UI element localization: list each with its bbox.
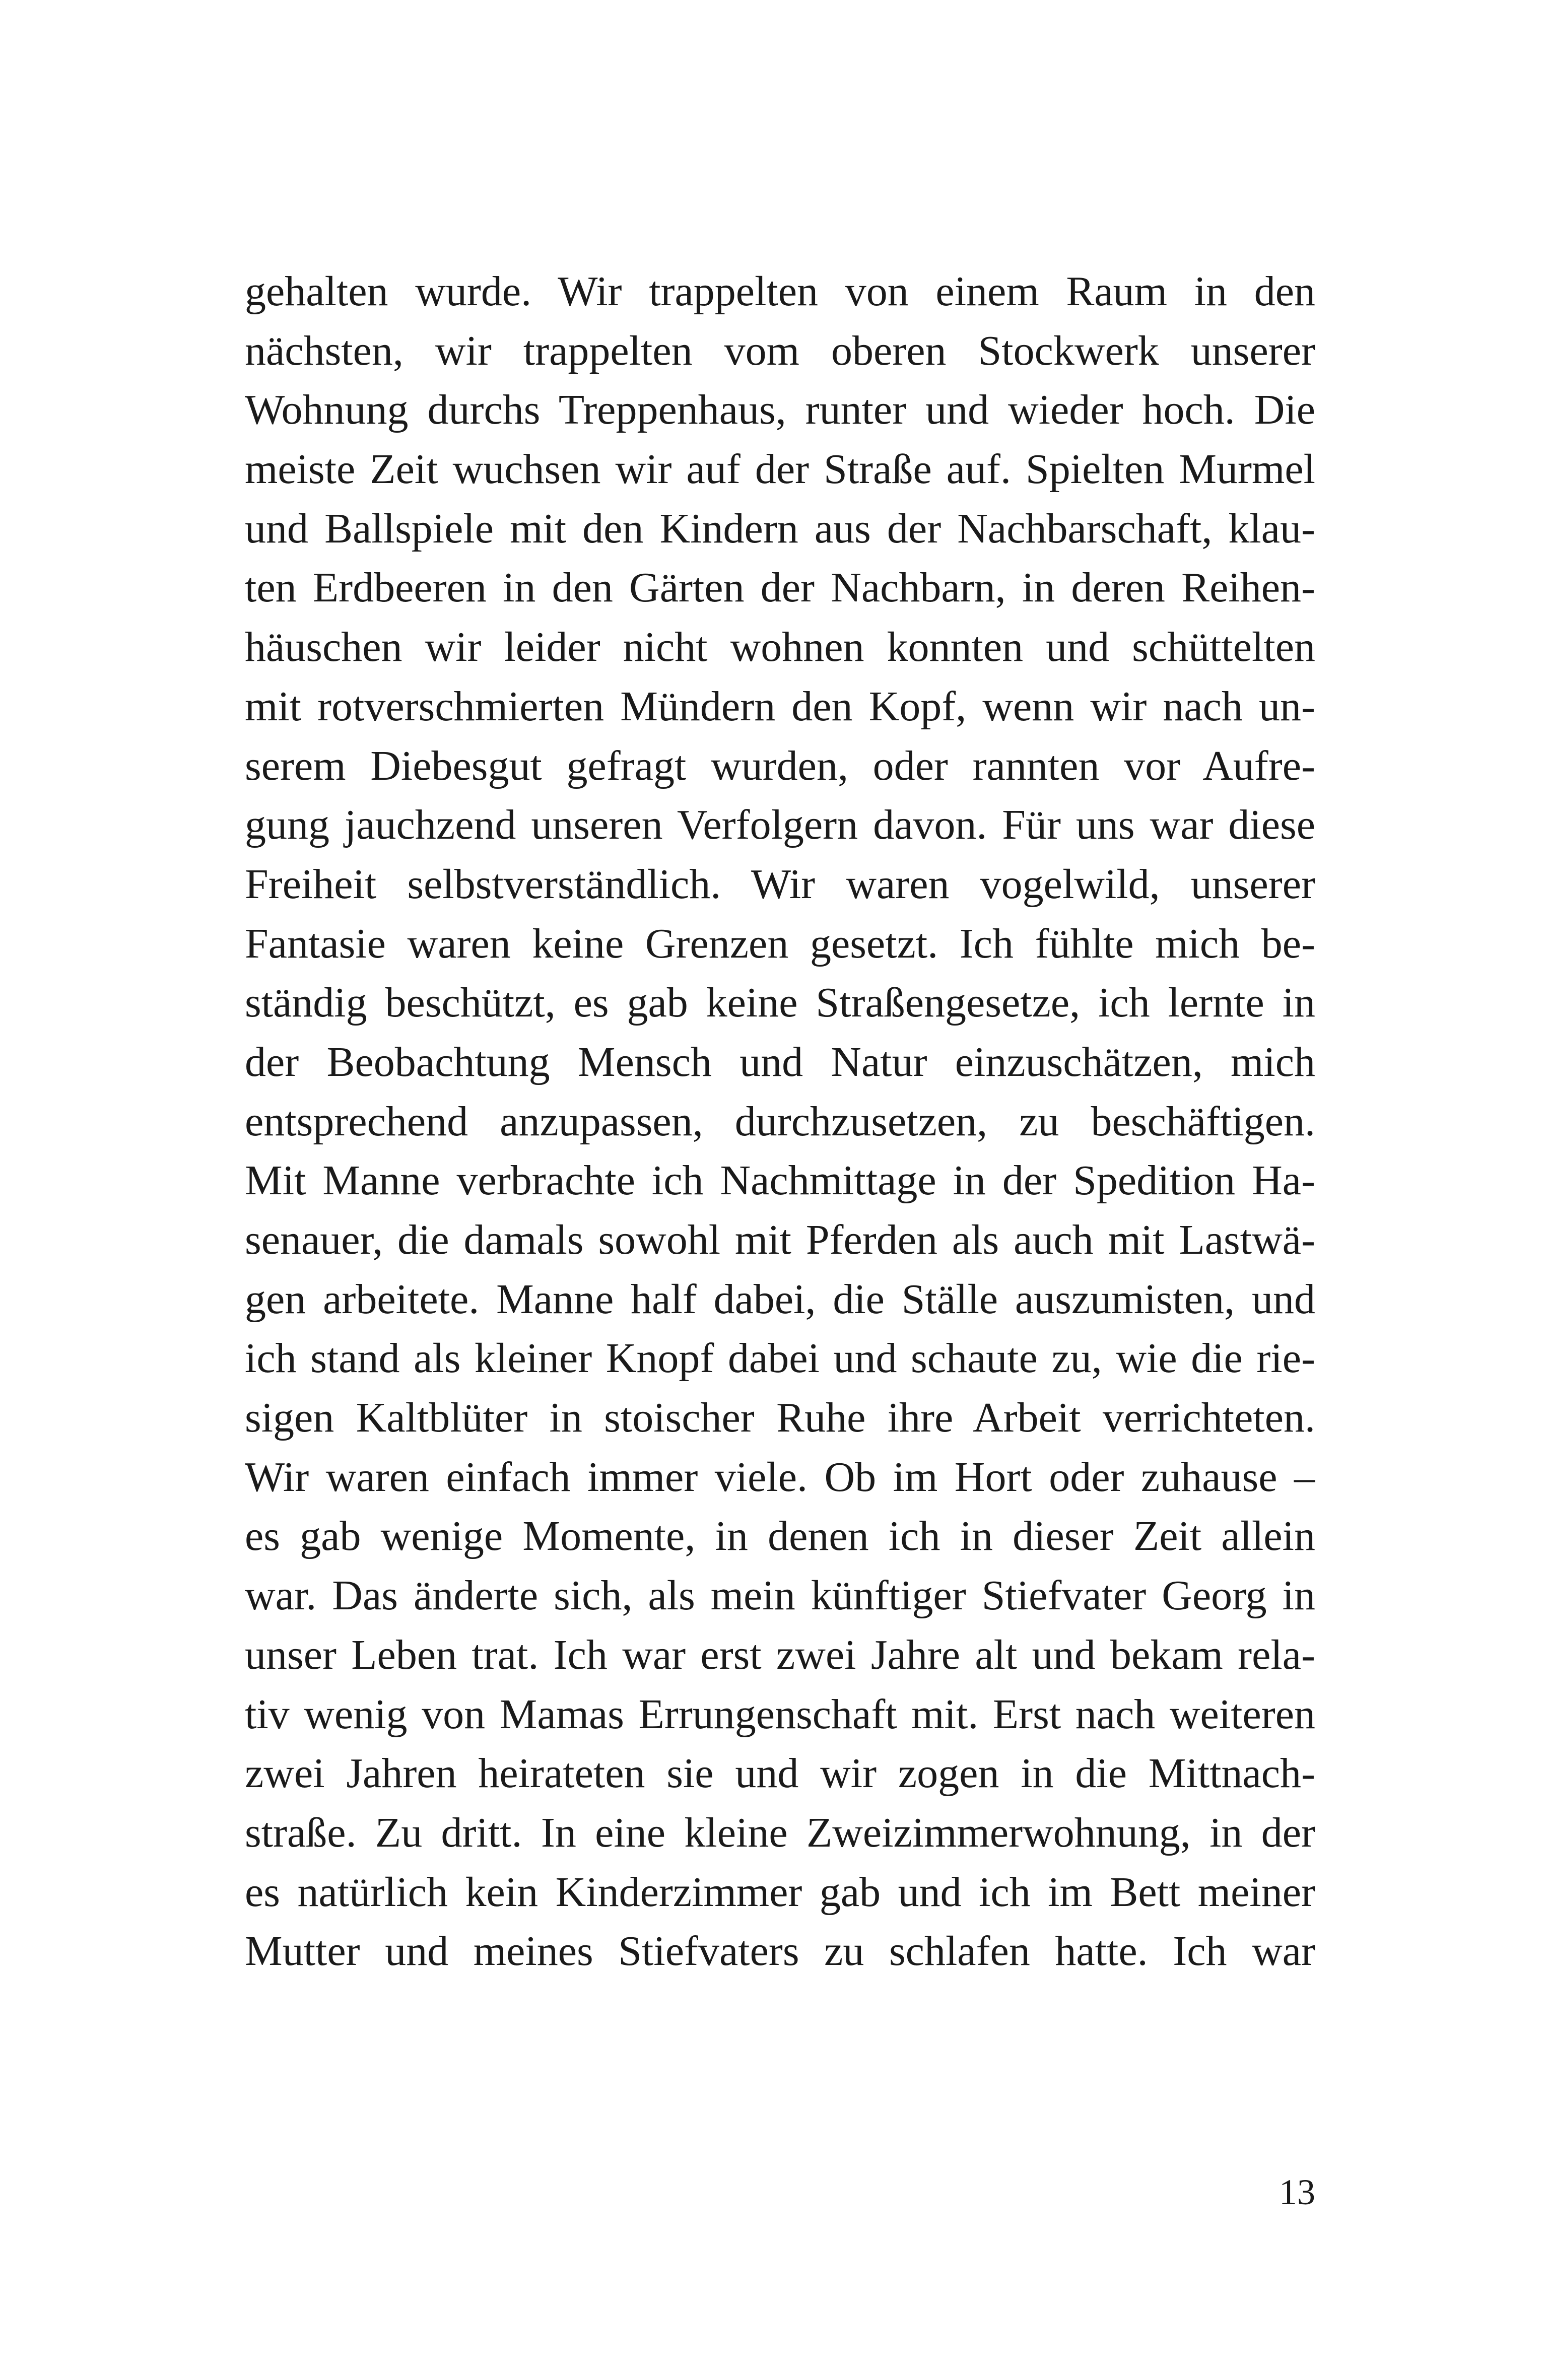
- text-line: senauer, die damals sowohl mit Pferden als auch mit Lastwä-: [245, 1216, 1315, 1263]
- text-line: war. Das änderte sich, als mein künftiger Stiefvater Georg in: [245, 1572, 1315, 1619]
- text-line: Mutter und meines Stiefvaters zu schlafen hatte. Ich war: [245, 1928, 1315, 1975]
- text-line: sigen Kaltblüter in stoischer Ruhe ihre Arbeit verrichteten.: [245, 1394, 1315, 1442]
- text-line: der Beobachtung Mensch und Natur einzuschätzen, mich: [245, 1038, 1315, 1085]
- text-line: ten Erdbeeren in den Gärten der Nachbarn, in deren Reihen-: [245, 564, 1315, 611]
- text-line: es natürlich kein Kinderzimmer gab und ich im Bett meiner: [245, 1868, 1315, 1916]
- text-line: Fantasie waren keine Grenzen gesetzt. Ich fühlte mich be-: [245, 920, 1315, 967]
- text-line: gung jauchzend unseren Verfolgern davon. Für uns war diese: [245, 801, 1315, 849]
- text-line: entsprechend anzupassen, durchzusetzen, zu beschäftigen.: [245, 1098, 1315, 1145]
- text-line: und Ballspiele mit den Kindern aus der Nachbarschaft, klau-: [245, 505, 1315, 552]
- text-line: mit rotverschmierten Mündern den Kopf, wenn wir nach un-: [245, 683, 1315, 730]
- text-line: nächsten, wir trappelten vom oberen Stockwerk unserer: [245, 327, 1315, 374]
- text-line: häuschen wir leider nicht wohnen konnten und schüttelten: [245, 624, 1315, 671]
- text-line: Mit Manne verbrachte ich Nachmittage in der Spedition Ha-: [245, 1157, 1315, 1204]
- text-line: ich stand als kleiner Knopf dabei und schaute zu, wie die rie-: [245, 1335, 1315, 1382]
- text-line: meiste Zeit wuchsen wir auf der Straße auf. Spielten Murmel: [245, 446, 1315, 493]
- text-line: Freiheit selbstverständlich. Wir waren vogelwild, unserer: [245, 860, 1315, 908]
- text-line: gehalten wurde. Wir trappelten von einem Raum in den: [245, 268, 1315, 315]
- text-line: gen arbeitete. Manne half dabei, die Ställe auszumisten, und: [245, 1275, 1315, 1323]
- text-line: es gab wenige Momente, in denen ich in dieser Zeit allein: [245, 1513, 1315, 1560]
- text-line: tiv wenig von Mamas Errungenschaft mit. Erst nach weiteren: [245, 1690, 1315, 1738]
- text-line: serem Diebesgut gefragt wurden, oder rannten vor Aufre-: [245, 742, 1315, 789]
- text-line: unser Leben trat. Ich war erst zwei Jahre alt und bekam rela-: [245, 1631, 1315, 1678]
- text-line: ständig beschützt, es gab keine Straßengesetze, ich lernte in: [245, 979, 1315, 1027]
- text-line: straße. Zu dritt. In eine kleine Zweizimmerwohnung, in der: [245, 1809, 1315, 1856]
- text-line: zwei Jahren heirateten sie und wir zogen in die Mittnach-: [245, 1750, 1315, 1797]
- text-line: Wir waren einfach immer viele. Ob im Hort oder zuhause –: [245, 1453, 1315, 1501]
- page-number: 13: [1279, 2172, 1315, 2212]
- body-text: [245, 262, 1315, 1981]
- text-line: Wohnung durchs Treppenhaus, runter und wieder hoch. Die: [245, 386, 1315, 434]
